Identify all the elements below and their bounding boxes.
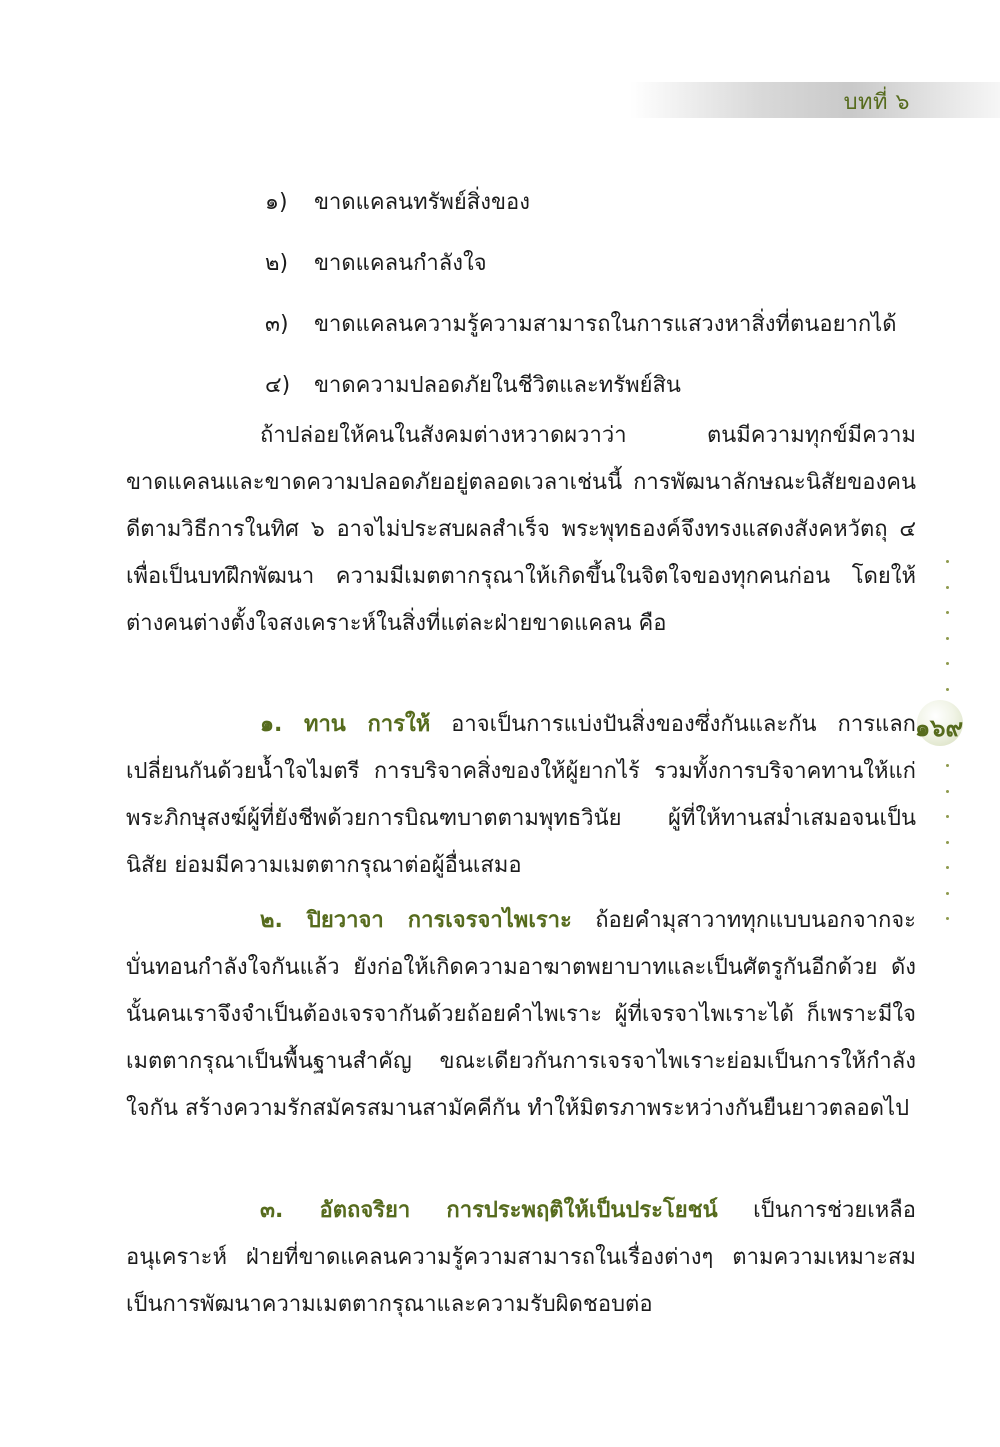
list-item-text: ขาดแคลนทรัพย์สิ่งของ [314,190,530,215]
piyavaca-text: ถ้อยคำมุสาวาททุกแบบนอกจากจะบั่นทอนกำลังใจกันแล้ว ยังก่อให้เกิดความอาฆาตพยาบาทและเป็นศัตรูกันอีกด้วย ดังนั้นคนเราจึงจำเป็นต้องเจรจากันด้วยถ้อยคำไพเราะ ผู้ที่เจรจาไพเราะได้ ก็เพราะมีใจเมตตากรุณาเป็นพื้นฐานสำคัญ ขณะเดียวกันการเจรจาไพเราะย่อมเป็นการให้กำลังใจกัน สร้างความรักสมัครสมานสามัคคีกัน ทำให้มิตรภาพระหว่างกันยืนยาวตลอดไป [126,908,916,1121]
piyavaca-term: ๒. ปิยวาจา การเจรจาไพเราะ [260,908,572,933]
side-dot-decoration [946,560,952,940]
list-item-text: ขาดแคลนกำลังใจ [314,251,487,276]
list-item-text: ขาดความปลอดภัยในชีวิตและทรัพย์สิน [314,373,681,398]
page-number: ๑๖๙ [914,714,964,742]
list-item-number: ๑) [265,190,288,215]
side-dot [946,764,949,767]
chapter-header-bar [630,82,1000,118]
chapter-label: บทที่ ๖ [843,90,910,115]
dana-paragraph [126,701,916,889]
list-item [265,294,925,355]
side-dot [946,637,949,640]
side-dot [946,815,949,818]
deficiency-list [265,172,925,416]
dana-term: ๑. ทาน การให้ [260,712,431,737]
list-item-number: ๔) [265,373,291,398]
intro-paragraph-text: ถ้าปล่อยให้คนในสังคมต่างหวาดผวาว่า ตนมีความทุกข์มีความขาดแคลนและขาดความปลอดภัยอยู่ตลอดเวลาเช่นนี้ การพัฒนาลักษณะนิสัยของคนดีตามวิธีการในทิศ ๖ อาจไม่ประสบผลสำเร็จ พระพุทธองค์จึงทรงแสดงสังคหวัตถุ ๔ เพื่อเป็นบทฝึกพัฒนา ความมีเมตตากรุณาให้เกิดขึ้นในจิตใจของทุกคนก่อน โดยให้ต่างคนต่างตั้งใจสงเคราะห์ในสิ่งที่แต่ละฝ่ายขาดแคลน คือ [126,423,916,636]
side-dot [946,841,949,844]
list-item [265,355,925,416]
atthacariya-paragraph [126,1187,916,1328]
side-dot [946,892,949,895]
side-dot [946,662,949,665]
atthacariya-term: ๓. อัตถจริยา การประพฤติให้เป็นประโยชน์ [260,1198,718,1223]
side-dot [946,611,949,614]
intro-paragraph [126,412,916,647]
side-dot [946,866,949,869]
list-item [265,233,925,294]
side-dot [946,688,949,691]
list-item-number: ๓) [265,312,289,337]
side-dot [946,560,949,563]
list-item-number: ๒) [265,251,289,276]
side-dot [946,586,949,589]
piyavaca-paragraph [126,897,916,1132]
list-item [265,172,925,233]
side-dot [946,917,949,920]
atthacariya-text: เป็นการช่วยเหลืออนุเคราะห์ ฝ่ายที่ขาดแคลนความรู้ความสามารถในเรื่องต่างๆ ตามความเหมาะสม เป็นการพัฒนาความเมตตากรุณาและความรับผิดชอบต่อ [126,1198,916,1317]
list-item-text: ขาดแคลนความรู้ความสามารถในการแสวงหาสิ่งที่ตนอยากได้ [314,312,897,337]
dana-text: อาจเป็นการแบ่งปันสิ่งของซึ่งกันและกัน การแลกเปลี่ยนกันด้วยน้ำใจไมตรี การบริจาคสิ่งของให้ผู้ยากไร้ รวมทั้งการบริจาคทานให้แก่พระภิกษุสงฆ์ผู้ที่ยังชีพด้วยการบิณฑบาตตามพุทธวินัย ผู้ที่ให้ทานสม่ำเสมอจนเป็นนิสัย ย่อมมีความเมตตากรุณาต่อผู้อื่นเสมอ [126,712,916,878]
side-dot [946,790,949,793]
